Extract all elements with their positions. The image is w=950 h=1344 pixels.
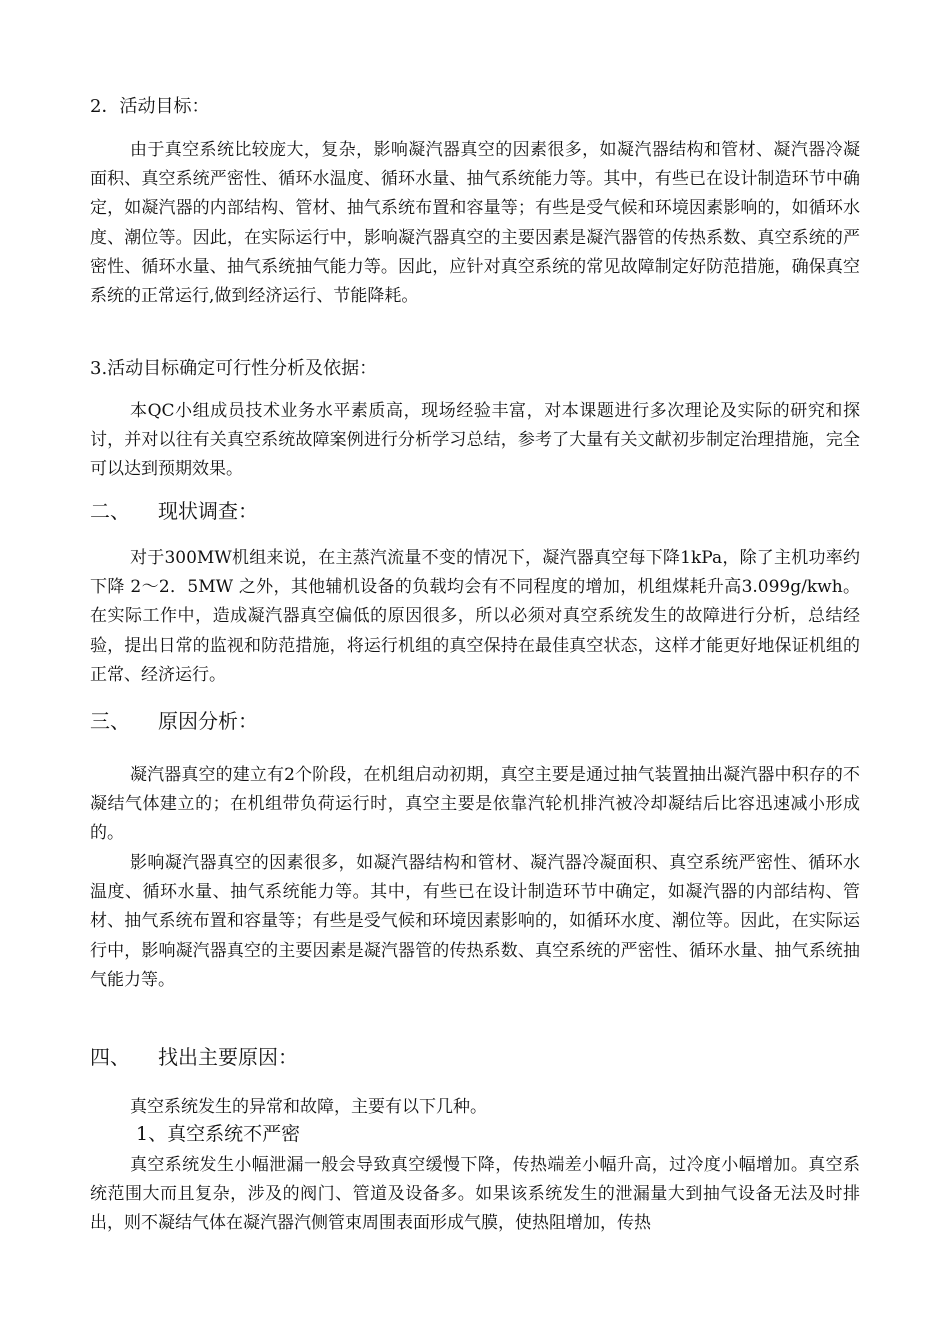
chapter-4-title: 找出主要原因： [158,1045,298,1069]
section-2-heading: 2．活动目标： [90,96,210,117]
chapter-2-title: 现状调查： [158,499,258,523]
chapter-3-title: 原因分析： [158,709,258,733]
section-3-paragraph: 本QC小组成员技术业务水平素质高，现场经验丰富，对本课题进行多次理论及实际的研究和探讨，并对以往有关真空系统故障案例进行分析学习总结，参考了大量有关文献初步制定治理措施，完全可以达到预期效果。 [90,401,860,480]
chapter-2-number: 二、 [90,499,130,523]
chapter-4-subheading-1: 1、真空系统不严密 [136,1123,301,1145]
chapter-3-number: 三、 [90,709,130,733]
chapter-3-paragraph-2: 影响凝汽器真空的因素很多，如凝汽器结构和管材、凝汽器冷凝面积、真空系统严密性、循环水温度、循环水量、抽气系统能力等。其中，有些已在设计制造环节中确定，如凝汽器的内部结构、管材、抽气系统布置和容量等；有些是受气候和环境因素影响的，如循环水度、潮位等。因此，在实际运行中，影响凝汽器真空的主要因素是凝汽器管的传热系数、真空系统的严密性、循环水量、抽气系统抽气能力等。 [90,853,860,990]
section-3-heading: 3.活动目标确定可行性分析及依据： [90,358,378,379]
section-2-paragraph: 由于真空系统比较庞大，复杂，影响凝汽器真空的因素很多，如凝汽器结构和管材、凝汽器冷凝面积、真空系统严密性、循环水温度、循环水量、抽气系统能力等。其中，有些已在设计制造环节中确定，如凝汽器的内部结构、管材、抽气系统布置和容量等；有些是受气候和环境因素影响的，如循环水度、潮位等。因此，在实际运行中，影响凝汽器真空的主要因素是凝汽器管的传热系数、真空系统的严密性、循环水量、抽气系统抽气能力等。因此，应针对真空系统的常见故障制定好防范措施，确保真空系统的正常运行,做到经济运行、节能降耗。 [90,140,860,307]
chapter-4-number: 四、 [90,1045,130,1069]
chapter-2-paragraph: 对于300MW机组来说，在主蒸汽流量不变的情况下，凝汽器真空每下降1kPa，除了主机功率约下降 2～2．5MW 之外，其他辅机设备的负载均会有不同程度的增加，机组煤耗升高3.099g/kwh。在实际工作中，造成凝汽器真空偏低的原因很多，所以必须对真空系统发生的故障进行分析，总结经验，提出日常的监视和防范措施，将运行机组的真空保持在最佳真空状态，这样才能更好地保证机组的正常、经济运行。 [90,548,860,685]
chapter-4-paragraph-2: 真空系统发生小幅泄漏一般会导致真空缓慢下降，传热端差小幅升高，过冷度小幅增加。真空系统范围大而且复杂，涉及的阀门、管道及设备多。如果该系统发生的泄漏量大到抽气设备无法及时排出，则不凝结气体在凝汽器汽侧管束周围表面形成气膜，使热阻增加，传热 [90,1155,860,1234]
chapter-3-heading [90,707,860,735]
chapter-2-heading [90,497,860,525]
chapter-4-heading [90,1043,860,1071]
chapter-4-paragraph: 真空系统发生的异常和故障，主要有以下几种。 [130,1097,487,1117]
chapter-3-paragraph-1: 凝汽器真空的建立有2个阶段，在机组启动初期，真空主要是通过抽气装置抽出凝汽器中积存的不凝结气体建立的；在机组带负荷运行时，真空主要是依靠汽轮机排汽被冷却凝结后比容迅速减小形成的。 [90,765,860,844]
